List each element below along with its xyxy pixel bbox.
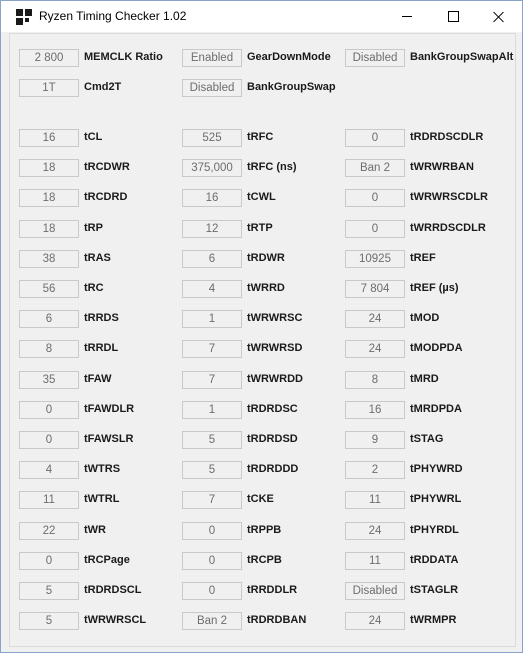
tmodpda-value-field[interactable]: 24 (345, 340, 405, 358)
timing-row-tphywrl (345, 491, 515, 509)
trrds-value-field[interactable]: 6 (19, 310, 79, 328)
trrdl-value-field[interactable]: 8 (19, 340, 79, 358)
tfawslr-label: tFAWSLR (84, 433, 134, 445)
bankgroupswapalt-label: BankGroupSwapAlt (410, 51, 514, 63)
timing-row-geardownmode (182, 49, 352, 67)
tphyrdl-value-field[interactable]: 24 (345, 522, 405, 540)
trcdrd-label: tRCDRD (84, 191, 128, 203)
timing-row-twr (19, 522, 189, 540)
tmodpda-label: tMODPDA (410, 342, 463, 354)
tfawslr-value-field[interactable]: 0 (19, 431, 79, 449)
timing-row-trcdrd (19, 189, 189, 207)
timing-row-trddata (345, 552, 515, 570)
timing-row-twrrd (182, 280, 352, 298)
trdrdban-label: tRDRDBAN (247, 614, 307, 626)
timing-row-tcwl (182, 189, 352, 207)
twr-label: tWR (84, 524, 106, 536)
trfc-ns-value-field[interactable]: 375,000 (182, 159, 242, 177)
timing-row-trdrdscdlr (345, 129, 515, 147)
tphywrl-value-field[interactable]: 11 (345, 491, 405, 509)
timing-row-trp (19, 220, 189, 238)
trcpb-value-field[interactable]: 0 (182, 552, 242, 570)
tphywrd-value-field[interactable]: 2 (345, 461, 405, 479)
trrdl-label: tRRDL (84, 342, 119, 354)
timing-row-tmod (345, 310, 515, 328)
tmrd-label: tMRD (410, 373, 439, 385)
trdrddd-label: tRDRDDD (247, 463, 299, 475)
trcpb-label: tRCPB (247, 554, 282, 566)
close-icon (493, 11, 505, 23)
twrwrban-value-field[interactable]: Ban 2 (345, 159, 405, 177)
timing-row-tfaw (19, 371, 189, 389)
twrwrsd-label: tWRWRSD (247, 342, 303, 354)
timing-row-memclk-ratio (19, 49, 189, 67)
timing-row-tstaglr (345, 582, 515, 600)
timing-row-tmrd (345, 371, 515, 389)
twrrd-value-field[interactable]: 4 (182, 280, 242, 298)
timing-row-twrwrscl (19, 612, 189, 630)
timing-row-trdrdsd (182, 431, 352, 449)
trdrdscl-value-field[interactable]: 5 (19, 582, 79, 600)
timing-row-tphyrdl (345, 522, 515, 540)
twrwrdd-value-field[interactable]: 7 (182, 371, 242, 389)
twtrs-value-field[interactable]: 4 (19, 461, 79, 479)
window-title: Ryzen Timing Checker 1.02 (39, 9, 187, 23)
twtrl-label: tWTRL (84, 493, 120, 505)
trdrdsd-value-field[interactable]: 5 (182, 431, 242, 449)
tmrdpda-value-field[interactable]: 16 (345, 401, 405, 419)
twrwrban-label: tWRWRBAN (410, 161, 474, 173)
trtp-label: tRTP (247, 222, 273, 234)
twrrdscdlr-label: tWRRDSCDLR (410, 222, 486, 234)
trdrdscl-label: tRDRDSCL (84, 584, 142, 596)
timing-row-twrrdscdlr (345, 220, 515, 238)
twrwrscdlr-label: tWRWRSCDLR (410, 191, 489, 203)
timing-row-twrwrdd (182, 371, 352, 389)
trfc-label: tRFC (247, 131, 274, 143)
twtrs-label: tWTRS (84, 463, 121, 475)
timing-row-bankgroupswap (182, 79, 352, 97)
trddata-value-field[interactable]: 11 (345, 552, 405, 570)
tcl-label: tCL (84, 131, 103, 143)
timing-row-trrds (19, 310, 189, 328)
timing-row-trrddlr (182, 582, 352, 600)
timing-row-twrwrsc (182, 310, 352, 328)
trc-label: tRC (84, 282, 104, 294)
timing-row-trdrdscl (19, 582, 189, 600)
timing-row-twtrs (19, 461, 189, 479)
trdrdsc-value-field[interactable]: 1 (182, 401, 242, 419)
tstaglr-value-field[interactable]: Disabled (345, 582, 405, 600)
trppb-value-field[interactable]: 0 (182, 522, 242, 540)
trcdwr-value-field[interactable]: 18 (19, 159, 79, 177)
timing-row-trdrddd (182, 461, 352, 479)
tmrdpda-label: tMRDPDA (410, 403, 462, 415)
trfc-value-field[interactable]: 525 (182, 129, 242, 147)
minimize-icon (402, 16, 412, 17)
twrwrscl-value-field[interactable]: 5 (19, 612, 79, 630)
trdwr-value-field[interactable]: 6 (182, 250, 242, 268)
tfaw-value-field[interactable]: 35 (19, 371, 79, 389)
tref-us-value-field[interactable]: 7 804 (345, 280, 405, 298)
tphyrdl-label: tPHYRDL (410, 524, 459, 536)
trp-label: tRP (84, 222, 103, 234)
twrmpr-value-field[interactable]: 24 (345, 612, 405, 630)
tfaw-label: tFAW (84, 373, 112, 385)
trcpage-value-field[interactable]: 0 (19, 552, 79, 570)
close-button[interactable] (476, 1, 522, 32)
twr-value-field[interactable]: 22 (19, 522, 79, 540)
trddata-label: tRDDATA (410, 554, 459, 566)
bankgroupswap-value-field[interactable]: Disabled (182, 79, 242, 97)
twrrd-label: tWRRD (247, 282, 285, 294)
trrds-label: tRRDS (84, 312, 119, 324)
tras-label: tRAS (84, 252, 111, 264)
timing-row-trc (19, 280, 189, 298)
timing-row-trcpage (19, 552, 189, 570)
tfawdlr-value-field[interactable]: 0 (19, 401, 79, 419)
timing-row-tstag (345, 431, 515, 449)
bankgroupswapalt-value-field[interactable]: Disabled (345, 49, 405, 67)
twtrl-value-field[interactable]: 11 (19, 491, 79, 509)
twrwrsd-value-field[interactable]: 7 (182, 340, 242, 358)
timing-row-trppb (182, 522, 352, 540)
maximize-button[interactable] (430, 1, 476, 32)
trdrdban-value-field[interactable]: Ban 2 (182, 612, 242, 630)
memclk-ratio-value-field[interactable]: 2 800 (19, 49, 79, 67)
twrrdscdlr-value-field[interactable]: 0 (345, 220, 405, 238)
trtp-value-field[interactable]: 12 (182, 220, 242, 238)
trfc-ns-label: tRFC (ns) (247, 161, 297, 173)
tref-us-label: tREF (µs) (410, 282, 459, 294)
twrwrsc-value-field[interactable]: 1 (182, 310, 242, 328)
timing-row-twrmpr (345, 612, 515, 630)
tstaglr-label: tSTAGLR (410, 584, 459, 596)
app-logo-icon (16, 9, 32, 25)
tcl-value-field[interactable]: 16 (19, 129, 79, 147)
tstag-label: tSTAG (410, 433, 444, 445)
tmod-label: tMOD (410, 312, 440, 324)
timing-row-tcke (182, 491, 352, 509)
timing-row-trdwr (182, 250, 352, 268)
timing-row-trdrdban (182, 612, 352, 630)
tmod-value-field[interactable]: 24 (345, 310, 405, 328)
timing-row-twrwrsd (182, 340, 352, 358)
timing-row-trfc (182, 129, 352, 147)
tras-value-field[interactable]: 38 (19, 250, 79, 268)
trppb-label: tRPPB (247, 524, 282, 536)
tcke-label: tCKE (247, 493, 274, 505)
timing-row-bankgroupswapalt (345, 49, 515, 67)
timing-row-tref-us (345, 280, 515, 298)
timing-row-trcdwr (19, 159, 189, 177)
tcwl-value-field[interactable]: 16 (182, 189, 242, 207)
cmd2t-value-field[interactable]: 1T (19, 79, 79, 97)
bankgroupswap-label: BankGroupSwap (247, 81, 336, 93)
timing-row-tmodpda (345, 340, 515, 358)
twrwrsc-label: tWRWRSC (247, 312, 303, 324)
cmd2t-label: Cmd2T (84, 81, 122, 93)
timing-row-tcl (19, 129, 189, 147)
trc-value-field[interactable]: 56 (19, 280, 79, 298)
trdrdscdlr-value-field[interactable]: 0 (345, 129, 405, 147)
trp-value-field[interactable]: 18 (19, 220, 79, 238)
tcke-value-field[interactable]: 7 (182, 491, 242, 509)
trrddlr-value-field[interactable]: 0 (182, 582, 242, 600)
trdrdscdlr-label: tRDRDSCDLR (410, 131, 484, 143)
timing-row-trcpb (182, 552, 352, 570)
timing-row-trdrdsc (182, 401, 352, 419)
tmrd-value-field[interactable]: 8 (345, 371, 405, 389)
timing-row-twtrl (19, 491, 189, 509)
timing-row-trfc-ns (182, 159, 352, 177)
timing-row-tfawslr (19, 431, 189, 449)
timing-row-twrwrban (345, 159, 515, 177)
timing-row-twrwrscdlr (345, 189, 515, 207)
title-bar[interactable] (1, 1, 522, 32)
trdwr-label: tRDWR (247, 252, 285, 264)
trrddlr-label: tRRDDLR (247, 584, 298, 596)
trdrdsd-label: tRDRDSD (247, 433, 298, 445)
trdrddd-value-field[interactable]: 5 (182, 461, 242, 479)
timing-row-tfawdlr (19, 401, 189, 419)
geardownmode-value-field[interactable]: Enabled (182, 49, 242, 67)
maximize-icon (448, 11, 459, 22)
twrwrscl-label: tWRWRSCL (84, 614, 147, 626)
twrwrdd-label: tWRWRDD (247, 373, 304, 385)
tstag-value-field[interactable]: 9 (345, 431, 405, 449)
trdrdsc-label: tRDRDSC (247, 403, 298, 415)
timing-row-tref (345, 250, 515, 268)
timing-row-trrdl (19, 340, 189, 358)
twrmpr-label: tWRMPR (410, 614, 457, 626)
memclk-ratio-label: MEMCLK Ratio (84, 51, 163, 63)
tref-value-field[interactable]: 10925 (345, 250, 405, 268)
timing-row-trtp (182, 220, 352, 238)
twrwrscdlr-value-field[interactable]: 0 (345, 189, 405, 207)
trcpage-label: tRCPage (84, 554, 130, 566)
trcdrd-value-field[interactable]: 18 (19, 189, 79, 207)
trcdwr-label: tRCDWR (84, 161, 130, 173)
timing-row-tmrdpda (345, 401, 515, 419)
tcwl-label: tCWL (247, 191, 276, 203)
tphywrd-label: tPHYWRD (410, 463, 463, 475)
tfawdlr-label: tFAWDLR (84, 403, 135, 415)
timing-row-tphywrd (345, 461, 515, 479)
timings-panel (9, 33, 516, 647)
geardownmode-label: GearDownMode (247, 51, 331, 63)
tphywrl-label: tPHYWRL (410, 493, 462, 505)
tref-label: tREF (410, 252, 436, 264)
timing-row-cmd2t (19, 79, 189, 97)
minimize-button[interactable] (384, 1, 430, 32)
timing-row-tras (19, 250, 189, 268)
